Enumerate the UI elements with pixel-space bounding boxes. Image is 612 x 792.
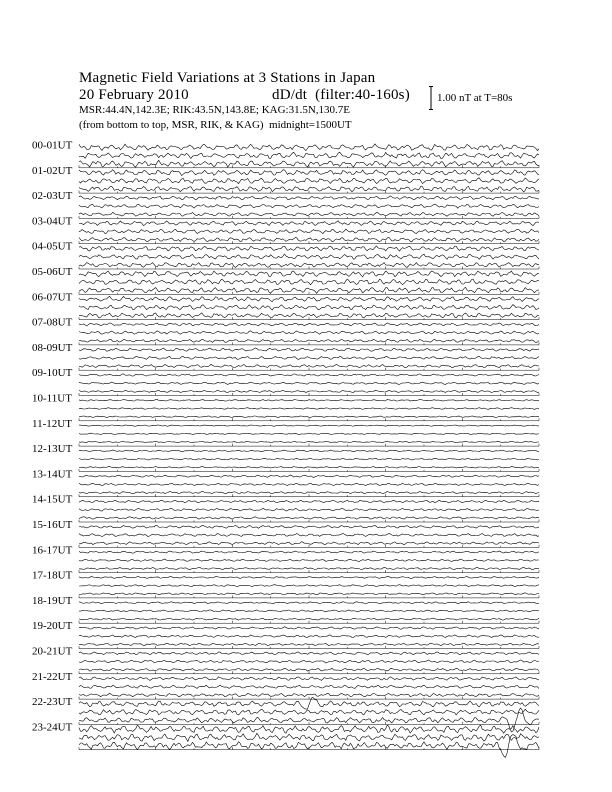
station-trace-msr: [79, 212, 539, 216]
station-trace-msr: [79, 237, 539, 242]
hour-label: 05-06UT: [32, 266, 73, 278]
hour-label: 03-04UT: [32, 215, 73, 228]
hour-row: [32, 291, 539, 319]
station-trace-rik: [79, 331, 539, 334]
station-trace-msr: [79, 416, 539, 418]
station-trace-rik: [79, 408, 539, 410]
hour-label: 23-24UT: [32, 721, 73, 734]
hour-label: 14-15UT: [32, 493, 73, 506]
station-trace-msr: [79, 643, 539, 646]
station-trace-kag: [79, 551, 539, 553]
station-trace-rik: [79, 534, 539, 537]
station-trace-msr: [79, 390, 539, 392]
station-trace-kag: [79, 144, 539, 151]
station-trace-kag: [79, 627, 539, 630]
hour-label: 02-03UT: [32, 190, 73, 203]
station-trace-msr: [79, 618, 539, 620]
station-trace-kag: [79, 246, 539, 251]
hour-label: 09-10UT: [32, 367, 73, 380]
hour-label: 08-09UT: [32, 341, 73, 354]
hour-label: 11-12UT: [32, 417, 72, 430]
station-trace-msr: [79, 492, 539, 494]
hour-label: 18-19UT: [32, 594, 73, 607]
hour-label: 10-11UT: [32, 392, 72, 405]
station-trace-kag: [79, 725, 539, 733]
station-trace-kag: [79, 221, 539, 226]
station-trace-kag: [79, 425, 539, 426]
hour-label: 20-21UT: [32, 645, 73, 658]
station-trace-rik: [79, 152, 539, 158]
chart-date: 20 February 2010: [79, 87, 189, 103]
hour-row: [32, 266, 539, 294]
station-trace-msr: [79, 593, 539, 595]
chart-filter: dD/dt (filter:40-160s): [272, 87, 410, 103]
station-trace-rik: [79, 610, 539, 612]
station-trace-rik: [79, 356, 539, 359]
station-trace-kag: [79, 475, 539, 477]
station-trace-rik: [79, 229, 539, 234]
station-trace-rik: [79, 559, 539, 561]
hour-row: [32, 443, 539, 471]
station-trace-rik: [79, 635, 539, 638]
station-trace-rik: [79, 279, 539, 285]
hour-row: [32, 468, 539, 496]
station-trace-msr: [79, 441, 539, 442]
station-trace-kag: [79, 170, 539, 176]
station-trace-msr: [79, 339, 539, 342]
hour-row: [32, 393, 539, 421]
station-trace-msr: [79, 708, 539, 732]
hour-label: 13-14UT: [32, 468, 73, 481]
hour-row: [32, 671, 539, 699]
station-trace-rik: [79, 709, 539, 715]
hour-row: [32, 646, 539, 674]
station-trace-rik: [79, 733, 539, 741]
hour-row: [32, 140, 539, 168]
station-trace-rik: [79, 585, 539, 587]
hour-row: [32, 519, 539, 547]
station-trace-msr: [79, 467, 539, 469]
hour-label: 15-16UT: [32, 519, 73, 531]
hour-row: [32, 620, 539, 648]
station-trace-rik: [79, 483, 539, 485]
station-trace-kag: [79, 525, 539, 528]
hour-row: [32, 342, 539, 370]
hour-label: 01-02UT: [32, 164, 73, 177]
hour-label: 04-05UT: [32, 240, 73, 253]
hour-row: [32, 494, 539, 522]
station-trace-kag: [79, 323, 539, 326]
station-trace-kag: [79, 500, 539, 503]
chart-title: Magnetic Field Variations at 3 Stations in Japan: [79, 70, 376, 86]
station-trace-rik: [79, 204, 539, 208]
station-trace-kag: [79, 450, 539, 452]
hour-row: [32, 367, 539, 395]
hour-row: [32, 696, 539, 732]
hour-row: [32, 544, 539, 572]
station-trace-kag: [79, 348, 539, 351]
hour-row: [32, 721, 539, 757]
station-trace-kag: [79, 576, 539, 578]
hour-label: 00-01UT: [32, 139, 73, 152]
hour-label: 06-07UT: [32, 291, 73, 304]
scale-bar-label: 1.00 nT at T=80s: [437, 92, 513, 104]
hour-label: 19-20UT: [32, 620, 73, 633]
station-trace-rik: [79, 458, 539, 460]
hour-row: [32, 241, 539, 269]
station-trace-rik: [79, 685, 539, 689]
station-trace-kag: [79, 602, 539, 604]
station-trace-kag: [79, 271, 539, 277]
station-trace-kag: [79, 652, 539, 655]
station-trace-rik: [79, 178, 539, 184]
station-trace-rik: [79, 433, 539, 434]
hour-row: [32, 215, 539, 243]
station-trace-kag: [79, 374, 539, 376]
hour-label: 21-22UT: [32, 670, 73, 683]
station-trace-msr: [79, 668, 539, 671]
station-trace-kag: [79, 400, 539, 402]
hour-row: [32, 165, 539, 193]
hour-label: 12-13UT: [32, 443, 73, 456]
station-order-note: (from bottom to top, MSR, RIK, & KAG) midnight=1500UT: [79, 119, 352, 131]
station-trace-rik: [79, 660, 539, 663]
hour-label: 07-08UT: [32, 316, 73, 329]
hour-label: 22-23UT: [32, 696, 73, 709]
station-coordinates: MSR:44.4N,142.3E; RIK:43.5N,143.8E; KAG:31.5N,130.7E: [79, 104, 351, 116]
hour-row: [32, 570, 539, 598]
hour-row: [32, 190, 539, 218]
station-trace-rik: [79, 305, 539, 310]
station-trace-msr: [79, 542, 539, 545]
hour-row: [32, 595, 539, 623]
hour-row: [32, 418, 539, 446]
station-trace-kag: [79, 677, 539, 681]
station-trace-rik: [79, 254, 539, 259]
hour-label: 17-18UT: [32, 569, 73, 582]
station-trace-msr: [79, 517, 539, 520]
hour-label: 16-17UT: [32, 544, 73, 557]
station-trace-kag: [79, 196, 539, 200]
hour-row: [32, 317, 539, 345]
station-trace-msr: [79, 568, 539, 570]
station-trace-msr: [79, 693, 539, 697]
station-trace-msr: [79, 364, 539, 367]
station-trace-rik: [79, 382, 539, 384]
station-trace-kag: [79, 296, 539, 301]
station-trace-rik: [79, 508, 539, 511]
